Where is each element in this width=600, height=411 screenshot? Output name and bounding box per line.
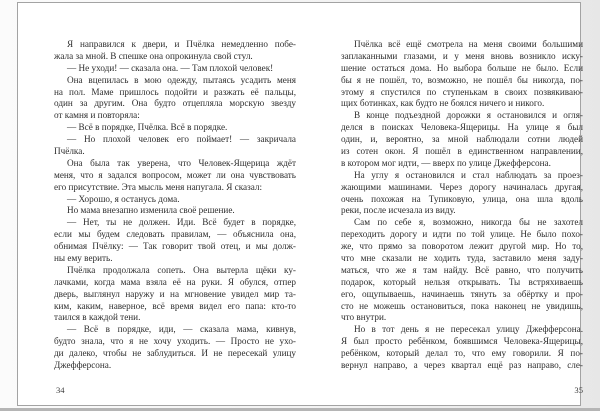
text-line: жала за мной. В спешке она опрокинула свой стул. (54, 50, 253, 61)
text-line: — Не уходи! — сказала она. — Там плохой человек! (67, 62, 274, 73)
page-right-text (341, 39, 583, 372)
text-line: этому я спустился по ступенькам в своих позвякиваю- (341, 86, 583, 97)
text-line: Пчёлка продолжала сопеть. Она вытерла щёки ку- (67, 264, 296, 275)
page-left-text (54, 39, 296, 372)
text-line: его, ощупываешь, начинаешь тянуть за обёртку и про- (341, 288, 583, 299)
text-line: вернул направо, а через квартал ещё раз направо, сле- (341, 360, 583, 371)
text-line: — Нет, ты не должен. Иди. Всё будет в порядке, (67, 217, 296, 228)
text-line: бы я не пошёл, то, возможно, не пошёл бы никогда, по- (341, 74, 583, 85)
text-line: дверь, выглянул наружу и на мгновение увидел мир та- (54, 288, 296, 299)
text-line: жающими машинами. Через дорогу начиналась другая, (341, 181, 583, 192)
text-line: — Всё в порядке, иди, — сказала мама, кивнув, (67, 324, 296, 335)
text-line: что мне сказали не ходить туда, заставило меня заду- (341, 253, 583, 264)
text-line: же, что прямо за поворотом лежит другой мир. Но то, (341, 241, 583, 252)
text-line: заплаканными глазами, и у меня вновь возникло иску- (341, 50, 583, 61)
text-line: маться, что же я там найду. Всё равно, что получить (341, 264, 583, 275)
text-line: таился в каждой тени. (54, 312, 141, 323)
text-line: реки, после исчезала из виду. (341, 205, 456, 216)
page-spread (17, 2, 581, 406)
text-line: Пчёлка. (54, 146, 85, 157)
text-line: меня, что я задался вопросом, может ли она чувствовать (54, 169, 296, 180)
text-line: что внутри. (341, 312, 387, 323)
text-line: из сотен окон. Я пошёл в единственном направлении, (341, 146, 583, 157)
text-line: обнимая Пчёлку: — Так говорит твой отец, и мы долж- (54, 241, 296, 252)
text-line: шение остаться дома. Но выбора больше не было. Если (341, 62, 583, 73)
text-line: Я был просто ребёнком, боявшимся Человека-Ящерицы, (341, 336, 583, 347)
text-line: сто не можешь остановиться, пока наконец не увидишь, (341, 300, 583, 311)
text-line: один, и, вероятно, за мной наблюдали сотни людей (341, 134, 583, 145)
text-line: В конце подъездной дорожки я остановился и огля- (354, 110, 583, 121)
text-line: один за другим. Она будто отцепляла морскую звезду (54, 98, 296, 109)
text-line: ди далеко, чтобы не заблудиться. И не пересекай улицу (54, 348, 296, 359)
text-line: Но в тот день я не пересекал улицу Джефферсона. (354, 324, 583, 335)
text-line: делся в поисках Человека-Ящерицы. На улице я был (341, 122, 583, 133)
text-line: Она вцепилась в мою одежду, пытаясь усадить меня (67, 74, 296, 85)
text-line: от камня и повторяла: (54, 110, 140, 121)
text-line: На углу я остановился и стал наблюдать за проез- (354, 169, 583, 180)
text-line: щих ботинках, как будто не боялся ничего и никого. (341, 98, 545, 109)
text-line: Она была так уверена, что Человек-Ящерица ждёт (67, 157, 296, 168)
text-line: — Всё в порядке, Пчёлка. Всё в порядке. (67, 122, 228, 133)
text-line: на пол. Маме пришлось подойти и разжать её пальцы, (54, 86, 296, 97)
text-line: Сам по себе я, возможно, никогда бы не захотел (354, 217, 583, 228)
text-line: переходить дорогу и идти по той улице. Не было похо- (341, 229, 583, 240)
text-line: ребёнком, который делал то, что ему говорили. Я по- (341, 348, 583, 359)
text-line: его присутствие. Эта мысль меня напугала. Я сказал: (54, 181, 263, 192)
text-line: будто знала, что я не хочу уходить. — Просто не ухо- (54, 336, 296, 347)
text-line: — Хорошо, я останусь дома. (67, 193, 180, 204)
text-line: Я направился к двери, и Пчёлка немедленно побе- (67, 39, 296, 49)
text-line: в котором мог идти, — вверх по улице Джефферсона. (341, 157, 551, 168)
text-line: Пчёлка всё ещё смотрела на меня своими большими (354, 39, 583, 49)
text-line: если мы будем следовать правилам, — объяснила она, (54, 229, 296, 240)
page-number-right: 35 (574, 385, 583, 395)
text-line: Джефферсона. (54, 360, 112, 371)
text-line: ким, каким, наверное, всё время видел его папа: кто-то (54, 300, 296, 311)
text-line: ны ему верить. (54, 253, 113, 264)
text-line: очень похожая на Тупиковую, улица, она шла вдоль (341, 193, 583, 204)
text-line: лачками, когда мама взяла её на руки. Я обулся, отпер (54, 276, 296, 287)
text-line: подарок, который нельзя открывать. Ты встряхиваешь (341, 276, 583, 287)
text-line: Но мама внезапно изменила своё решение. (67, 205, 235, 216)
page-number-left: 34 (56, 385, 65, 395)
text-line: — Но плохой человек его поймает! — закричала (67, 134, 296, 145)
